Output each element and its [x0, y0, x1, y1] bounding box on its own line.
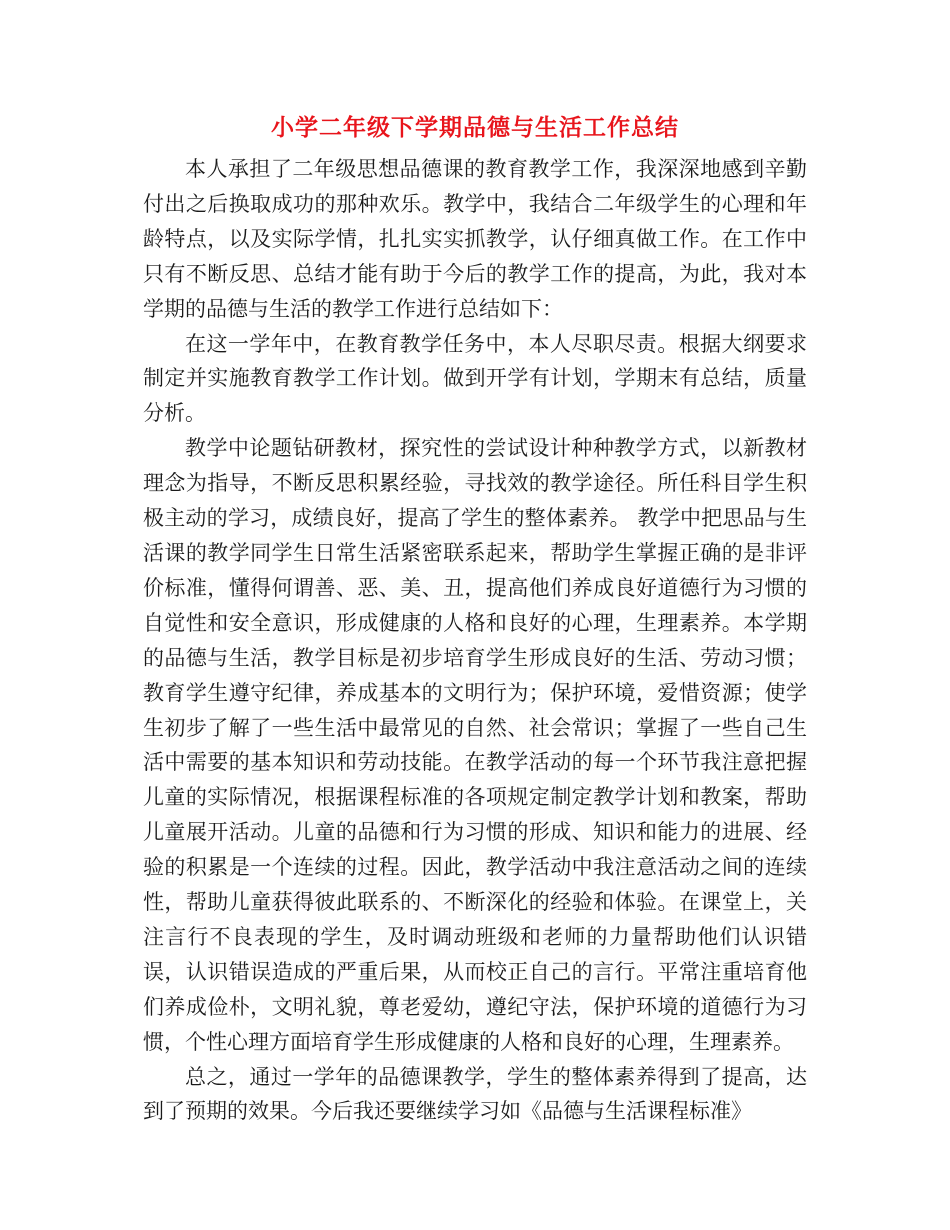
- paragraph-intro: 本人承担了二年级思想品德课的教育教学工作，我深深地感到辛勤付出之后换取成功的那种欢乐。教学中，我结合二年级学生的心理和年龄特点，以及实际学情，扎扎实实抓教学，认仔细真做工作。在工作中只有不断反思、总结才能有助于今后的教学工作的提高，为此，我对本学期的品德与生活的教学工作进行总结如下：: [143, 157, 807, 321]
- paragraph-conclusion: 总之，通过一学年的品德课教学，学生的整体素养得到了提高，达到了预期的效果。今后我还要继续学习如《品德与生活课程标准》: [143, 1064, 807, 1124]
- document-title: 小学二年级下学期品德与生活工作总结: [271, 114, 679, 141]
- paragraph-duties: 在这一学年中，在教育教学任务中，本人尽职尽责。根据大纲要求制定并实施教育教学工作计划。做到开学有计划，学期末有总结，质量分析。: [143, 331, 807, 426]
- paragraph-teaching: 教学中论题钻研教材，探究性的尝试设计种种教学方式，以新教材理念为指导，不断反思积累经验，寻找效的教学途径。所任科目学生积极主动的学习，成绩良好，提高了学生的整体素养。 教学中把思品与生活课的教学同学生日常生活紧密联系起来，帮助学生掌握正确的是非评价标准，懂得何谓善、恶、美、丑，提高他们养成良好道德行为习惯的自觉性和安全意识，形成健康的人格和良好的心理，生理素养。本学期的品德与生活，教学目标是初步培育学生形成良好的生活、劳动习惯；教育学生遵守纪律，养成基本的文明行为；保护环境，爱惜资源；使学生初步了解了一些生活中最常见的自然、社会常识；掌握了一些自己生活中需要的基本知识和劳动技能。在教学活动的每一个环节我注意把握儿童的实际情况，根据课程标准的各项规定制定教学计划和教案，帮助儿童展开活动。儿童的品德和行为习惯的形成、知识和能力的进展、经验的积累是一个连续的过程。因此，教学活动中我注意活动之间的连续性，帮助儿童获得彼此联系的、不断深化的经验和体验。在课堂上，关注言行不良表现的学生，及时调动班级和老师的力量帮助他们认识错误，认识错误造成的严重后果，从而校正自己的言行。平常注重培育他们养成俭朴，文明礼貌，尊老爱幼，遵纪守法，保护环境的道德行为习惯，个性心理方面培育学生形成健康的人格和良好的心理，生理素养。: [143, 436, 807, 1054]
- document-body: [143, 152, 807, 1129]
